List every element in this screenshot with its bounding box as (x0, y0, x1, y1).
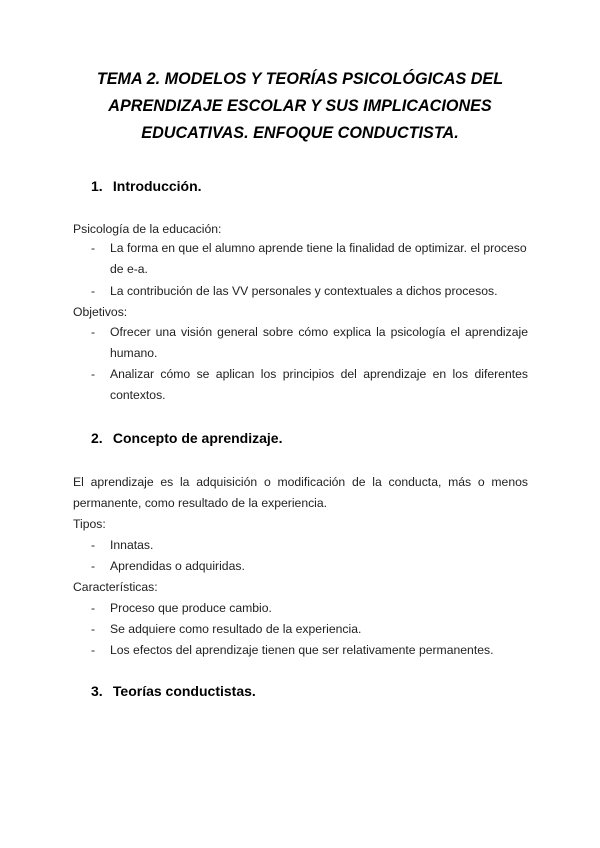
section-number: 1. (91, 178, 103, 194)
document-title (74, 66, 526, 147)
label-tipos: Tipos: (73, 517, 106, 531)
title-line: EDUCATIVAS. ENFOQUE CONDUCTISTA. (141, 124, 459, 142)
bullet-dash: - (91, 241, 96, 255)
section-heading-concepto (91, 430, 282, 446)
label-caracteristicas: Características: (73, 580, 158, 594)
bullet-dash: - (91, 622, 96, 636)
list-item-text: Aprendidas o adquiridas. (110, 559, 245, 573)
list-item (91, 238, 528, 280)
bullet-dash: - (91, 325, 96, 339)
list-item-text: Se adquiere como resultado de la experiencia. (110, 622, 362, 636)
list-item (91, 556, 528, 577)
list-item (91, 281, 528, 302)
list-item (91, 598, 528, 619)
list-item-text: Ofrecer una visión general sobre cómo explica la psicología el aprendizaje humano. (110, 325, 528, 360)
list-item (91, 364, 528, 406)
list-item (91, 535, 528, 556)
title-line: TEMA 2. MODELOS Y TEORÍAS PSICOLÓGICAS DEL (96, 70, 504, 88)
bullet-dash: - (91, 601, 96, 615)
section-number: 3. (91, 683, 103, 699)
title-line: APRENDIZAJE ESCOLAR Y SUS IMPLICACIONES (108, 97, 492, 115)
section-title: Introducción. (112, 178, 202, 194)
section-title: Concepto de aprendizaje. (112, 430, 283, 446)
label-objetivos: Objetivos: (73, 305, 128, 319)
list-item-text: Proceso que produce cambio. (110, 601, 272, 615)
bullet-dash: - (91, 284, 96, 298)
list-item (91, 640, 528, 661)
list-item-text: Analizar cómo se aplican los principios del aprendizaje en los diferentes contextos. (110, 367, 528, 402)
bullet-dash: - (91, 643, 96, 657)
list-item-text: Innatas. (110, 538, 154, 552)
list-item-text: Los efectos del aprendizaje tienen que ser relativamente permanentes. (110, 643, 494, 657)
bullet-dash: - (91, 538, 96, 552)
section-heading-teorias (91, 683, 256, 699)
bullet-dash: - (91, 367, 96, 381)
list-item (91, 619, 528, 640)
bullet-dash: - (91, 559, 96, 573)
list-item-text: La forma en que el alumno aprende tiene la finalidad de optimizar. el proceso de e-a. (110, 241, 527, 276)
list-item (91, 322, 528, 364)
definition-paragraph: El aprendizaje es la adquisición o modificación de la conducta, más o menos permanente, como resultado de la experiencia. (73, 475, 528, 510)
section-title: Teorías conductistas. (112, 683, 256, 699)
label-psicologia: Psicología de la educación: (73, 222, 222, 236)
section-heading-introduccion (91, 178, 202, 194)
list-item-text: La contribución de las VV personales y contextuales a dichos procesos. (110, 284, 498, 298)
section-number: 2. (91, 430, 103, 446)
